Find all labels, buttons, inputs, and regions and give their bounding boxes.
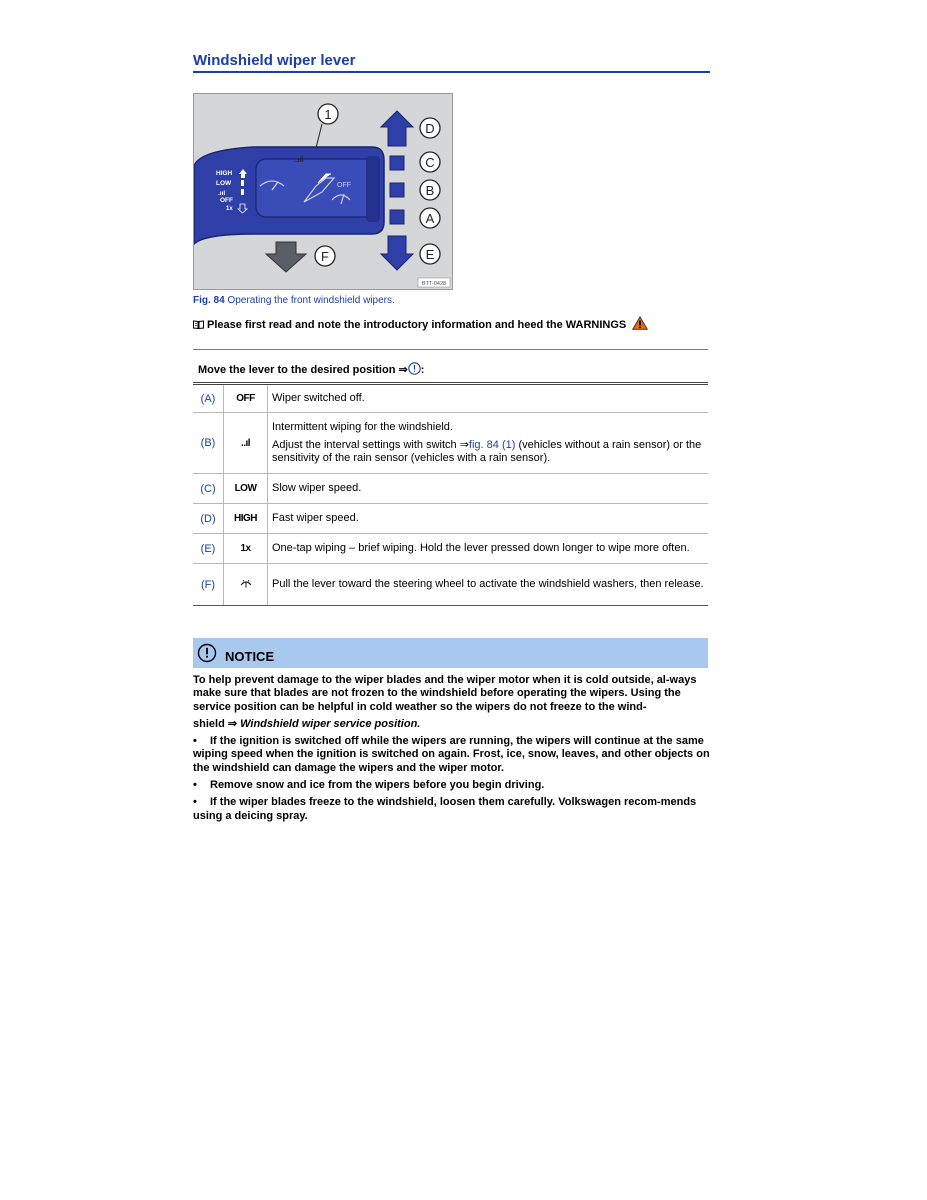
lever-1x-label: 1x [226,206,233,212]
row-label: (B) [193,413,224,474]
washer-spray-icon [240,578,252,588]
row-label: (E) [193,534,224,564]
table-header-suffix: : [420,364,425,376]
table-row [193,384,708,413]
table-row [193,413,708,474]
notice-header [193,638,708,668]
row-description-line1: Intermittent wiping for the windshield. [272,421,453,433]
row-symbol: OFF [224,384,268,413]
notice-circle-icon [197,643,217,663]
fig-84-link[interactable]: fig. 84 (1) [468,439,516,451]
notice-bullet: • If the ignition is switched off while the wipers are running, the wipers will continue at the same wiping speed when the ignition is switched on again. Frost, ice, snow, leaves, and other objects on the windshield can damage the wipers and the wiper motor. [193,735,711,775]
callout-e: E [425,247,435,262]
notice-circle-icon [408,362,421,375]
row-label: (A) [193,384,224,413]
callout-d: D [425,121,435,136]
wiper-lever-illustration [194,94,452,289]
notice-intro-end [193,718,711,731]
book-icon [193,320,204,329]
notice-bullet: • Remove snow and ice from the wipers before you begin driving. [193,779,711,792]
service-position-ref[interactable]: Windshield wiper service position. [240,717,421,730]
row-symbol: LOW [224,474,268,504]
table-row [193,504,708,534]
read-note-text: Please first read and note the introductory information and heed the WARNINGS [207,319,627,331]
row-description-pre: Adjust the interval settings with switch ⇒ [272,439,469,451]
figure-caption [193,295,395,306]
page-title: Windshield wiper lever [193,52,710,73]
row-symbol: 1x [224,534,268,564]
row-description: Fast wiper speed. [268,504,709,534]
row-description [268,413,709,474]
row-symbol [224,564,268,606]
notice-intro-end-text: shield ⇒ [193,717,241,730]
callout-1: 1 [324,107,332,122]
notice-title: NOTICE [225,649,275,664]
notice-bullet: • If the wiper blades freeze to the windshield, loosen them carefully. Volkswagen recom-mends using a deicing spray. [193,796,711,823]
row-description: One-tap wiping – brief wiping. Hold the lever pressed down longer to wipe more often. [268,534,709,564]
table-row [193,474,708,504]
table-header [193,350,708,384]
lever-high-label: HIGH [216,170,233,177]
table-row [193,564,708,606]
callout-b: B [425,183,435,198]
row-label: (D) [193,504,224,534]
row-description-line2 [272,439,704,465]
knob-off-label: OFF [337,182,351,189]
row-description: Wiper switched off. [268,384,709,413]
row-label: (F) [193,564,224,606]
table-header-text: Move the lever to the desired position ⇒ [198,364,408,376]
row-description: Pull the lever toward the steering wheel to activate the windshield washers, then release. [268,564,709,606]
row-label: (C) [193,474,224,504]
row-description: Slow wiper speed. [268,474,709,504]
row-symbol: ..ıl [224,413,268,474]
positions-table [193,349,708,606]
callout-c: C [425,155,435,170]
read-note [193,316,648,331]
notice-body [193,674,711,827]
callout-a: A [425,211,435,226]
row-symbol: HIGH [224,504,268,534]
svg-text:.ııl: .ııl [218,190,226,197]
figure-number: Fig. 84 [193,295,225,306]
figure-caption-text: Operating the front windshield wipers. [227,295,395,306]
warning-triangle-icon [632,316,648,330]
callout-f: F [321,249,329,264]
svg-text:..ıll: ..ıll [294,157,304,164]
lever-low-label: LOW [216,180,232,187]
figure-code: BTT-0428 [421,281,447,287]
row-description-post: (vehicles without a rain sensor) or the sensitivity of the rain sensor (vehicles with a rain sensor). [272,439,702,464]
notice-intro: To help prevent damage to the wiper blades and the wiper motor when it is cold outside, al-ways make sure that blades are not frozen to the windshield before operating the wipers. Using the service position can be helpful in cold weather so the wipers do not freeze to the wind- [193,674,697,713]
wiper-lever-figure [193,93,453,290]
table-row [193,534,708,564]
lever-off-label: OFF [220,197,233,204]
